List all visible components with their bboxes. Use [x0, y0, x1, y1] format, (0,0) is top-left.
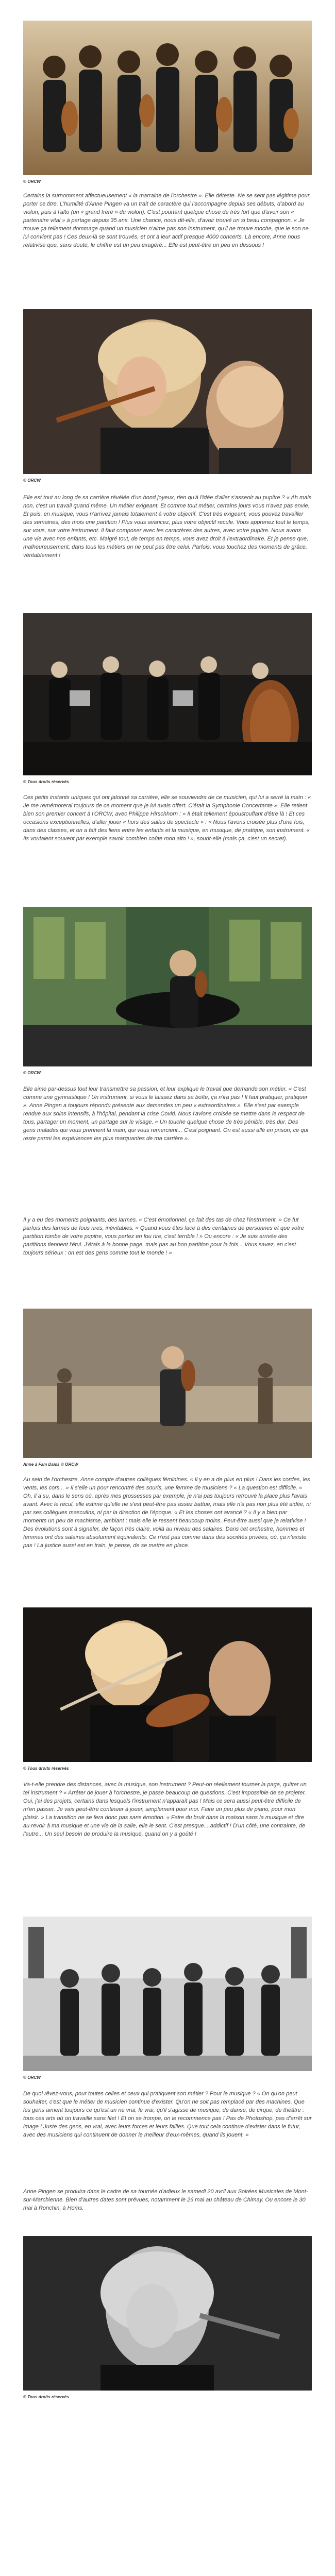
violist-closeup-image: [23, 309, 312, 474]
photo-orchestra-group: [23, 21, 312, 175]
photo-credit: © Tous droits réservés: [23, 1766, 69, 1771]
photo-credit: © Tous droits réservés: [23, 2395, 69, 2399]
photo-orchestra-rehearsal: [23, 613, 312, 775]
paragraph: Au sein de l'orchestre, Anne compte d'autres collègues féminines. « Il y en a de plus en plus ! Dans les cordes, les vents, les cors... » Il s'elle un pour rencontré des souris, une femme de musiciens ? « La question est difficile. « Oh, il a su, dans le sens où, après mes grossesses par exemple, je n'ai pas toujours retrouvé la place plus l'avais avant. Avec le recul, elle estime qu'elle ne s'est peut-être pas assez battue, mais elle n'a pas non plus été aidée, ni par ses collègues masculins, ni par la direction de l'époque. « Et les choses ont avancé ? « Il y a bien par moments un peu de machisme, ambiant ; mais elle le ressent beaucoup moins. Peut-être aussi que je relativise ! Des évolutions sont à signaler, de façon très claire, voilà au niveau des salaires. Dans cet orchestre, hommes et femmes ont des salaires absolument équivalents. Ce n'est pas comme dans des sociétés privées, où, ça n'existe pas ! La justice aussi est en train, je pense, de se mettre en place.: [23, 1477, 311, 1549]
paragraph: Elle aime par-dessus tout leur transmettre sa passion, et leur explique le travail que demande son métier. « C'est comme une gymnastique ! Un instrument, si vous le laissez dans sa boîte, ça n'ira pas ! Il faut pratiquer, pratiquer ». Anne Pingen a toujours répondu présente aux demandes un peu « extraordinaires ». Elle s'est par exemple rendue aux soins intensifs, à l'hôpital, pendant la crise Covid. Nous l'avions croisée se mettre dans le respect de tous, partager un moment, un partage sur le visage. « Un touche quelque chose de très pénible, très dur. Des gens malades qui vous prennent la main, qui vous remercient... C'est poignant. On est aussi allé en prison, ce qui reste parmi les expériences les plus marquantes de ma carrière ».: [23, 1086, 309, 1142]
photo-credit: © ORCW: [23, 2075, 41, 2080]
photo-violist-closeup: [23, 309, 312, 474]
photo-performer-hall: [23, 907, 312, 1066]
photo-bw-portrait: [23, 2236, 312, 2391]
paragraph: Certains la surnomment affectueusement « la marraine de l'orchestre ». Elle déteste. Ne se sent pas légitime pour porter ce titre. L'humilité d'Anne Pingen va un trait de caractère qui l'accompagne depuis ses débuts, d'abord au violon, puis à l'alto (un « grand frère » du violon). C'est pourtant quelque chose de très fort que d'avoir son « partenaire vital » à partage depuis 35 ans. Une chance, nous dit-elle, d'avoir trouvé un si beau compagnon. « Je trouve ça tellement dommage quand un musicien n'aime pas son instrument, qu'il ne trouve moche, que le son ne lui convient pas ! Ces deux-là se sont trouvés, et ont à leur actif presque 4000 concerts. Là encore, Anne nous relativise que, sans doute, le chiffre est un peu exagéré... Elle est peut-être un peu en dessous !: [23, 193, 310, 248]
paragraph: Ces petits instants uniques qui ont jalonné sa carrière, elle se souviendra de ce musicien, qui lui a serré la main : « Je me remémorerai toujours de ce moment que je lui avais offert. C'était la Symphonie Concertante ». Elle retient bien son premier concert à l'ORCW, avec Philippe Hirschhorn : « Il était tellement époustouflant d'être là ! Et ces occasions exceptionnelles, d'aller jouer « hors des salles de spectacle » : « Nous l'avons croisée plus d'une fois, dans des classes, et on a fait des liens entre les enfants et la musique, en musique, de pratique, son instrument. « Ils voulaient souvent par exemple savoir combien coûte mon alto ! », sourit-elle (mais ça, c'est un secret).: [23, 794, 311, 842]
photo-bw-group: [23, 1917, 312, 2071]
orchestra-group-image: [23, 21, 312, 175]
violin-section-image: [23, 1607, 312, 1762]
photo-credit: Anne à Fam Daiss © ORCW: [23, 1462, 78, 1467]
bw-portrait-image: [23, 2236, 312, 2391]
photo-violin-section: [23, 1607, 312, 1762]
performer-hall-image: [23, 907, 312, 1066]
paragraph: Il y a eu des moments poignants, des larmes. « C'est émotionnel, ça fait des tas de chez l'instrument. » Ce fut parfois des larmes de fous rires, inévitables. « Quand vous êtes face à des centaines de personnes et que votre partition tombe de votre pupitre, vous partez en fou rire, c'est terrible ! » Ou encore : « Je suis arrivée des partitions tiennent l'étui. J'étais à la bonne page, mais pas au bon partition pour la fois... Vous savez, en c'est toujours sérieux : on est des gens comme tout le monde ! »: [23, 1217, 304, 1256]
photo-credit: © ORCW: [23, 179, 41, 184]
photo-credit: © ORCW: [23, 1071, 41, 1075]
photo-credit: © Tous droits réservés: [23, 779, 69, 784]
anne-event-image: [23, 1309, 312, 1458]
paragraph: Anne Pingen se produira dans le cadre de sa tournée d'adieux le samedi 20 avril aux Soirées Musicales de Mont-sur-Marchienne. Bien d'autres dates sont prévues, notamment le 26 mai au château de Chimay. Ou encore le 30 mai à Ronchin, à Homs.: [23, 2189, 308, 2211]
paragraph: De quoi rêvez-vous, pour toutes celles et ceux qui pratiquent son métier ? Pour le musique ? « On qu'on peut souhaiter, c'est que le métier de musicien continue d'exister. Qu'on ne soit pas remplacé par des machines. Que les gens aiment toujours ce qu'est un ne vrai, le vrai, qu'il s'agisse de musique, de danse, de cirque, de théâtre : tous ces arts où on travaille sans filet ! Et on se trompe, on le recommence pas ! Pas de Photoshop, pas d'arrêt sur image ! Juste des gens, en vrai, avec leurs forces et leurs failles. Que tout cela continue d'exister dans le futur, avec des musiciens qui continuent de donner le meilleur d'eux-mêmes, quand ils jouent. »: [23, 2091, 312, 2138]
paragraph: Elle est tout au long de sa carrière révélée d'un bond joyeux, rien qu'à l'idée d'aller s'asseoir au pupitre ? « Ah mais non, c'est un travail quand même. Un métier exigeant. Et comme tout métier, certains jours vous n'avez pas envie. Et puis, en musique, vous n'arrivez jamais totalement à votre objectif. C'est très exigeant, vous pouvez travailler des semaines, des mois une partition ! Plus vous avancez, plus votre objectif recule. Vous apprenez tout le temps, sur vous, sur votre instrument. Il faut composer avec les caractères des autres, avec votre pupitre. Nous avons une vie avec nos enfants, etc. Malgré tout, de temps en temps, vous avez droit à l'extraordinaire. Et je pense que, malheureusement, dans tous les métiers on ne peut pas être celui. Parfois, vous touchez des moments de grâce, véritablement !: [23, 495, 312, 558]
paragraph: Va-t-elle prendre des distances, avec la musique, son instrument ? Peut-on réellement tourner la page, quitter un tel instrument ? « Arrêter de jouer à l'orchestre, je passe beaucoup de questions. C'est impossible de se projeter. Oui, j'ai des projets, certains dans lesquels l'instrument n'apparaît pas ! Mais ce sera aussi peut-être difficile de m'en passer. Je vais peut-être continuer à jouer, simplement pour moi. Faire un peu plus de piano, pour mon plaisir. » La transition ne se fera donc pas sans émotion. « Faire du bruit dans la maison sans la musique et dire au revoir à ma musique et une vie de la salle, elle le sent. C'est presque... addictif ! D'un côté, une contrainte, de l'autre... Un seul besoin de produire la musique, quand on y a goûté !: [23, 1782, 307, 1837]
photo-anne-event: [23, 1309, 312, 1458]
bw-group-image: [23, 1917, 312, 2071]
rehearsal-image: [23, 613, 312, 775]
photo-credit: © ORCW: [23, 478, 41, 483]
